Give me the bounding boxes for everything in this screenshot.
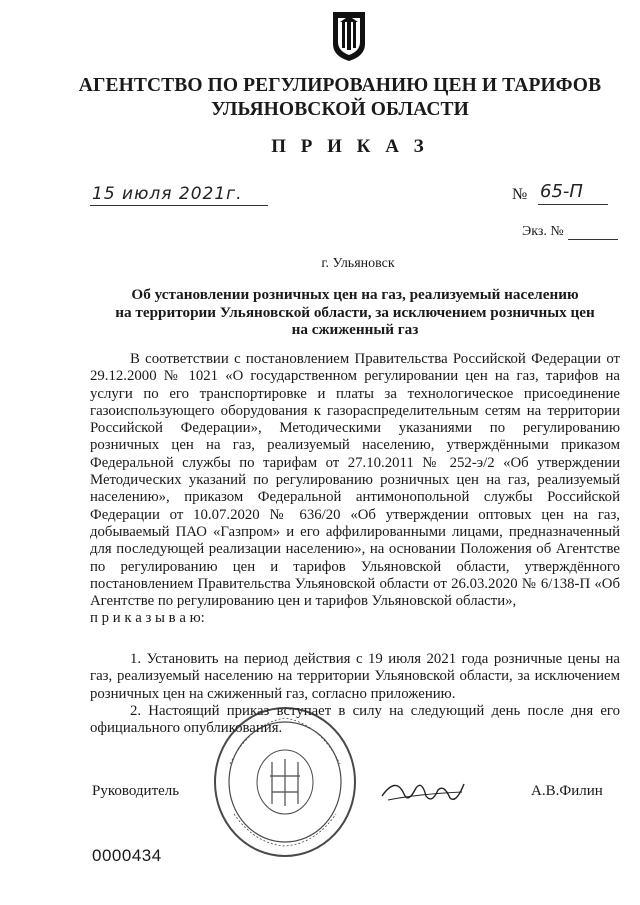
number-underline [538,204,608,205]
number-sign: № [512,186,528,203]
signature-mark [378,774,468,810]
signatory-name: А.В.Филин [531,783,603,799]
agency-line-2: УЛЬЯНОВСКОЙ ОБЛАСТИ [211,99,469,120]
agency-line-1: АГЕНТСТВО ПО РЕГУЛИРОВАНИЮ ЦЕН И ТАРИФОВ [78,75,602,96]
subject-line-3: на сжиженный газ [291,321,419,338]
order-date: 15 июля 2021г. [92,184,243,204]
signatory-title: Руководитель [92,783,180,799]
subject-line-2: на территории Ульяновской области, за исключением розничных цен [115,303,595,321]
date-underline [90,205,268,206]
preamble-paragraph [90,351,620,628]
order-subject [90,286,620,339]
preamble-text: В соответствии с постановлением Правительства Российской Федерации от 29.12.2000 № 1021 «О государственном регулировании цен на газ, тарифов на услуги по его транспортировке и платы за технологическое присоединение газоиспользующего оборудования к газораспределительным сетям на территории Российской Федерации», Методическими указаниями по регулированию розничных цен на газ, реализуемый населению, утверждёнными приказом Федеральной службы по тарифам от 27.10.2011 № 252-э/2 «Об утверждении Методических указаний по регулированию розничных цен на газ, реализуемый населению», приказом Федеральной антимонопольной службы Российской Федерации от 10.07.2020 № 636/20 «Об утверждении оптовых цен на газ, добываемый ПАО «Газпром» и его аффилированными лицами, предназначенный для последующей реализации населению», на основании Положения об Агентстве по регулированию цен и тарифов Ульяновской области, утверждённого постановлением Правительства Ульяновской области от 26.03.2020 № 6/138-П «Об Агентстве по регулированию цен и тарифов Ульяновской области», [90,351,620,610]
city: г. Ульяновск [321,256,395,271]
order-item-2: 2. Настоящий приказ вступает в силу на следующий день после дня его официального опубликования. [90,703,620,737]
subject-line-1: Об установлении розничных цен на газ, реализуемый населению [131,286,579,303]
official-seal [210,704,360,859]
order-item-1: 1. Установить на период действия с 19 июля 2021 года розничные цены на газ, реализуемый населению на территории Ульяновской области, за исключением розничных цен на сжиженный газ, согласно приложению. [90,651,620,702]
agency-name [40,74,640,122]
copy-number-blank [568,239,618,240]
document-type: П Р И К А З [271,136,429,157]
form-serial-number: 0000434 [92,846,162,865]
coat-of-arms-icon [331,10,367,62]
order-word: п р и к а з ы в а ю: [90,610,205,627]
order-number: 65-П [540,181,583,202]
copy-number-label: Экз. № [522,224,564,239]
